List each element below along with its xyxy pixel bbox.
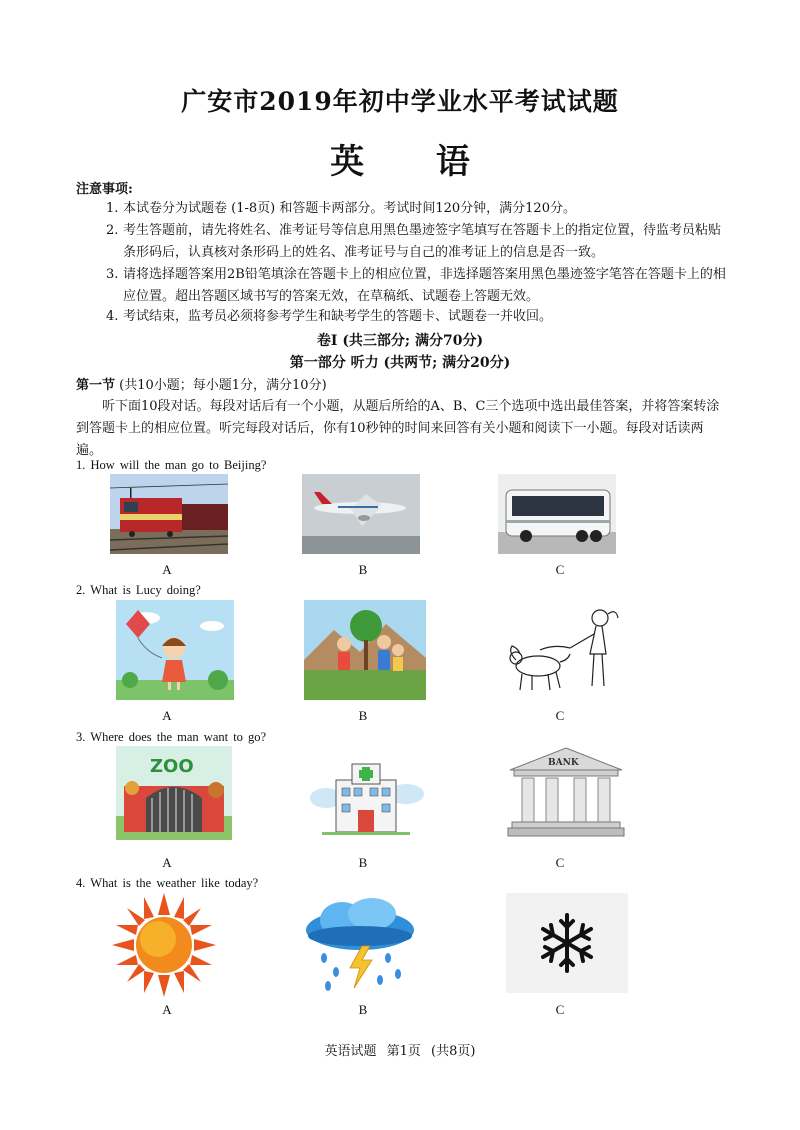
option-label-b: B (358, 855, 368, 870)
exam-title: 广安市2019年初中学业水平考试试题 (181, 87, 619, 116)
note-item-3: 3. 请将选择题答案用2B铅笔填涂在答题卡上的相应位置，非选择题答案用黑色墨迹签字笔答在答题卡上的相应位置。超出答题区域书写的答案无效，在草稿纸、试题卷上答题无效。 (106, 267, 726, 304)
option-label-b: B (358, 1002, 368, 1017)
subject-title: 英 语 (330, 142, 470, 182)
zoo-image (116, 746, 232, 840)
walking-dog-image (504, 604, 622, 696)
page-footer: 英语试题 第1页 (共8页) (324, 1044, 476, 1059)
note-item-2: 2. 考生答题前，请先将姓名、准考证号等信息用黑色墨迹签字笔填写在答题卡上的指定位置，待监考员粘贴条形码后，认真核对条形码上的姓名、准考证号与自己的准考证上的信息是否一致。 (106, 223, 722, 260)
section-label: 第一节 (76, 378, 116, 393)
section-info: (共10小题；每小题1分，满分10分) (119, 378, 327, 393)
airplane-image (302, 474, 420, 554)
section-intro (76, 374, 327, 393)
option-label-a: A (162, 708, 172, 723)
volume-title: 卷I (共三部分; 满分70分) (316, 333, 484, 349)
question-1: 1. How will the man go to Beijing? (76, 458, 267, 472)
option-label-a: A (162, 855, 172, 870)
option-label-c: C (555, 562, 565, 577)
option-label-a: A (162, 1002, 172, 1017)
question-2: 2. What is Lucy doing? (76, 583, 201, 597)
section-instructions: 听下面10段对话。每段对话后有一个小题，从题后所给的A、B、C三个选项中选出最佳答案，并将答案转涂到答题卡上的相应位置。听完每段对话后，你有10秒钟的时间来回答有关小题和阅读下一小题。每段对话读两遍。 (76, 399, 720, 458)
planting-tree-image (304, 600, 426, 700)
option-label-c: C (555, 708, 565, 723)
option-label-c: C (555, 1002, 565, 1017)
bus-image (498, 474, 616, 554)
sun-icon (112, 893, 216, 997)
note-item-4: 4. 考试结束，监考员必须将参考学生和缺考学生的答题卡、试题卷一并收回。 (106, 309, 553, 324)
question-3: 3. Where does the man want to go? (76, 730, 267, 744)
bank-image (506, 746, 626, 842)
hospital-image (302, 748, 430, 840)
option-label-b: B (358, 562, 368, 577)
notes-heading: 注意事项: (76, 182, 133, 197)
zoo-sign: ZOO (150, 756, 194, 777)
snowflake-icon (506, 893, 628, 993)
option-label-b: B (358, 708, 368, 723)
part-title: 第一部分 听力 (共两节; 满分20分) (289, 355, 511, 371)
girl-kite-image (116, 600, 234, 700)
option-label-a: A (162, 562, 172, 577)
thunderstorm-icon (300, 896, 420, 996)
bank-sign: BANK (548, 758, 579, 768)
option-label-c: C (555, 855, 565, 870)
note-item-1: 1. 本试卷分为试题卷 (1-8页) 和答题卡两部分。考试时间120分钟，满分120分。 (106, 201, 576, 216)
train-image (110, 474, 228, 554)
question-4: 4. What is the weather like today? (76, 876, 259, 890)
